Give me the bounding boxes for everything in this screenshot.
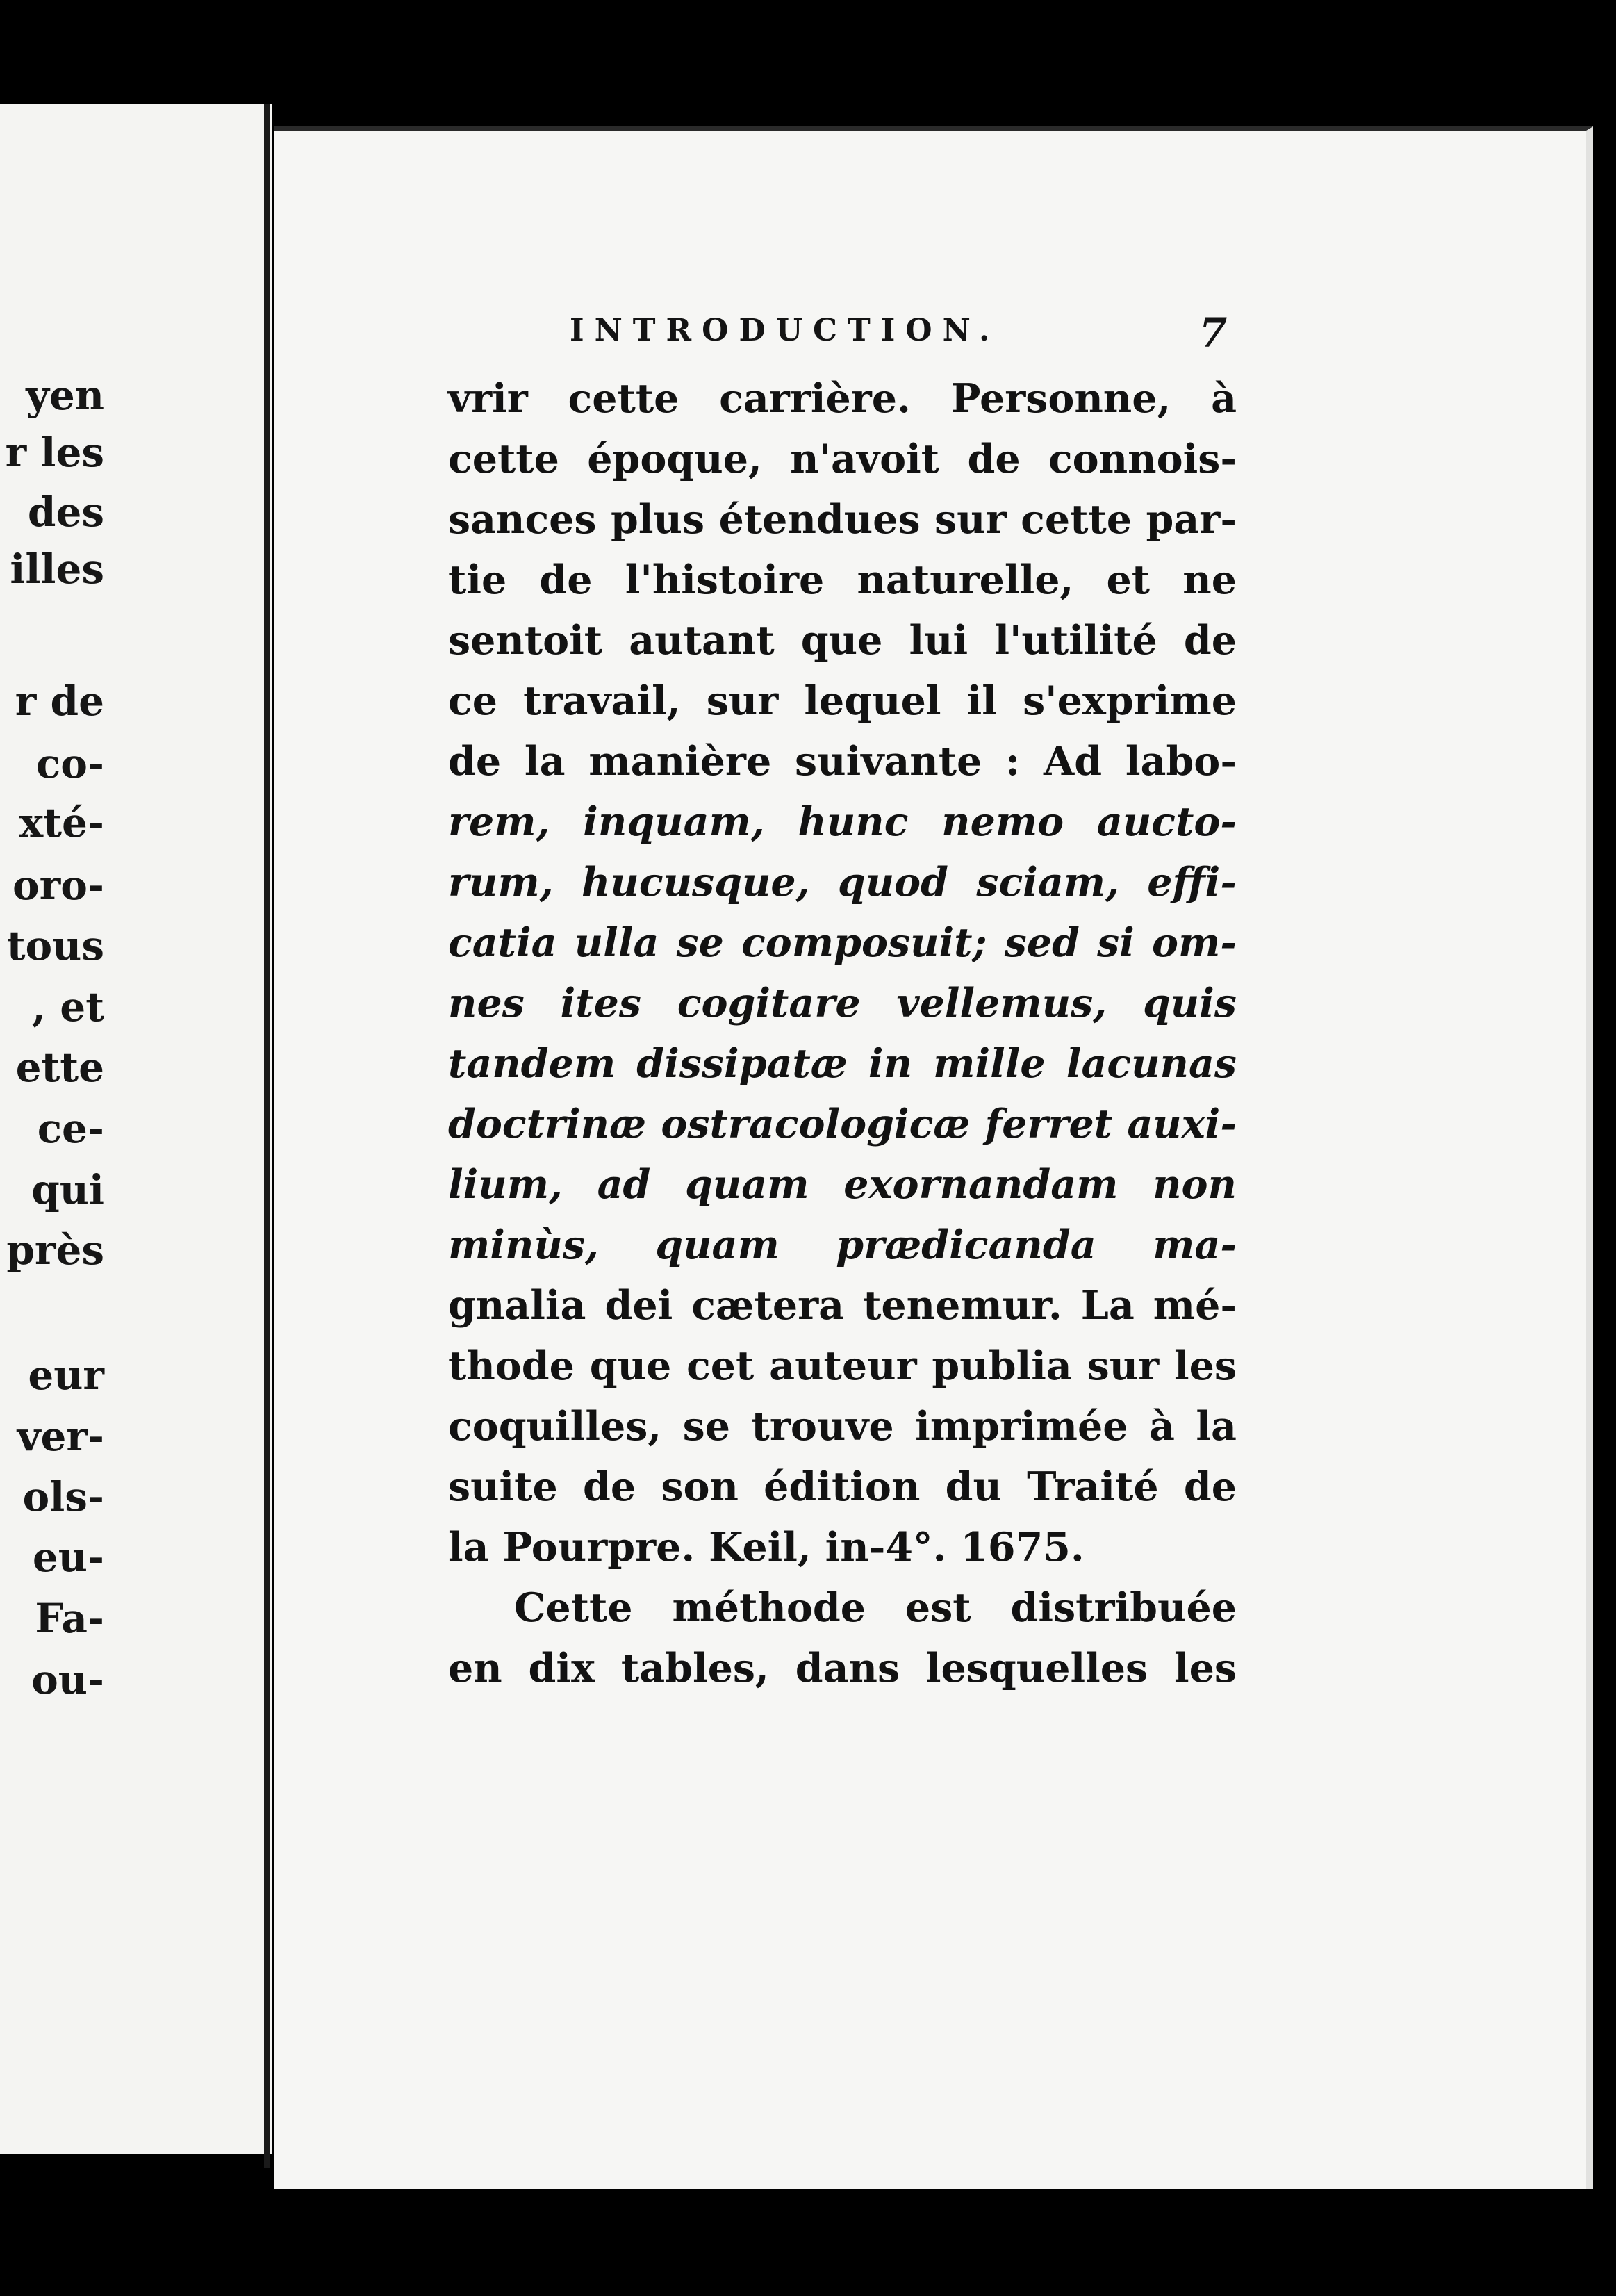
text-line: sentoit autant que lui l'utilité de — [448, 617, 1237, 664]
left-fragment: r les — [5, 429, 104, 476]
left-fragment: illes — [10, 546, 104, 593]
text-line: rum, hucusque, quod sciam, effi- — [448, 859, 1237, 905]
left-fragment: eu- — [32, 1534, 104, 1581]
text-line: tandem dissipatæ in mille lacunas — [448, 1040, 1237, 1087]
left-fragment: qui — [31, 1166, 104, 1213]
left-fragment: ols- — [22, 1473, 104, 1520]
text-line: coquilles, se trouve imprimée à la — [448, 1403, 1237, 1450]
left-fragment: r de — [15, 678, 104, 725]
left-fragment: des — [27, 489, 104, 536]
left-fragment: oro- — [12, 862, 104, 909]
text-line: ce travail, sur lequel il s'exprime — [448, 678, 1237, 724]
text-line: la Pourpre. Keil, in-4°. 1675. — [448, 1524, 1085, 1571]
left-fragment: ou- — [31, 1656, 104, 1703]
text-line: de la manière suivante : Ad labo- — [448, 738, 1237, 785]
text-line: lium, ad quam exornandam non — [448, 1161, 1237, 1208]
left-fragment: ver- — [17, 1413, 104, 1460]
page-gutter — [264, 104, 270, 2168]
running-head: INTRODUCTION. — [570, 313, 1000, 348]
left-fragment: ce- — [37, 1105, 104, 1152]
left-fragment: tous — [6, 922, 104, 969]
left-fragment: Fa- — [35, 1595, 104, 1642]
text-line: en dix tables, dans lesquelles les — [448, 1645, 1237, 1691]
text-line: tie de l'histoire naturelle, et ne — [448, 557, 1237, 603]
text-line: Cette méthode est distribuée — [514, 1584, 1237, 1631]
text-line: gnalia dei cætera tenemur. La mé- — [448, 1282, 1237, 1329]
left-fragment: , et — [31, 983, 104, 1031]
left-fragment: eur — [28, 1352, 104, 1399]
text-line: doctrinæ ostracologicæ ferret auxi- — [448, 1101, 1237, 1147]
left-fragment: près — [6, 1227, 104, 1274]
left-fragment: ette — [15, 1044, 104, 1091]
text-line: catia ulla se composuit; sed si om- — [448, 919, 1237, 966]
page-number: 7 — [1199, 309, 1228, 356]
left-fragment: co- — [35, 740, 104, 787]
text-line: thode que cet auteur publia sur les — [448, 1343, 1237, 1389]
text-line: cette époque, n'avoit de connois- — [448, 436, 1237, 482]
text-line: nes ites cogitare vellemus, quis — [448, 980, 1237, 1026]
text-line: sances plus étendues sur cette par- — [448, 496, 1237, 543]
text-line: minùs, quam prædicanda ma- — [448, 1222, 1237, 1268]
text-line: rem, inquam, hunc nemo aucto- — [448, 798, 1237, 845]
text-line: vrir cette carrière. Personne, à — [448, 375, 1237, 422]
left-fragment: yen — [26, 372, 104, 419]
text-line: suite de son édition du Traité de — [448, 1463, 1237, 1510]
left-fragment: xté- — [19, 799, 104, 846]
